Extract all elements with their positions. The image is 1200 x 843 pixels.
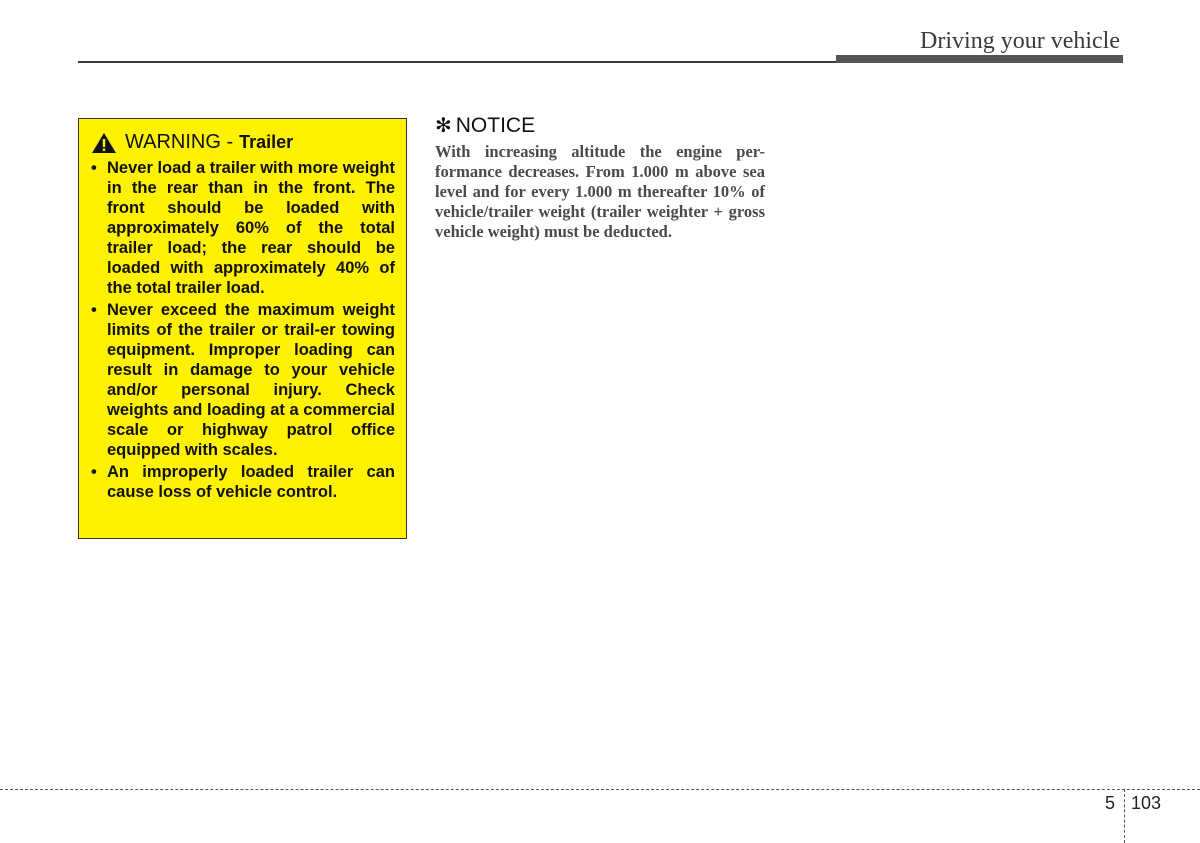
chapter-number: 5 (1105, 793, 1116, 813)
header-rule-accent (836, 55, 1123, 63)
header-rule (78, 61, 838, 63)
footer-divider (1124, 789, 1125, 843)
warning-item: • Never load a trailer with more weight in the rear than in the front. The front should be loaded with approximately 60% of the total trailer load; the rear should be loaded with approximately 40% of the total trailer load. (91, 158, 395, 298)
page-number: 103 (1131, 793, 1162, 813)
warning-item: • Never exceed the maximum weight limits of the trailer or trail-er towing equipment. Improper loading can result in damage to your vehicle and/or personal injury. Check weights and loading at a commercial scale or highway patrol office equipped with scales. (91, 300, 395, 460)
warning-subject: Trailer (239, 132, 294, 152)
warning-item: • An improperly loaded trailer can cause loss of vehicle control. (91, 462, 395, 502)
warning-label: WARNING - (125, 131, 234, 153)
warning-box (78, 118, 407, 539)
notice-body: With increasing altitude the engine per-formance decreases. From 1.000 m above sea level and for every 1.000 m thereafter 10% of vehicle/trailer weight (trailer weighter + gross vehicle weight) must be deducted. (435, 142, 765, 241)
notice-title: NOTICE (455, 113, 536, 137)
warning-heading (91, 131, 395, 154)
notice-section (435, 113, 765, 242)
header-title: Driving your vehicle (920, 28, 1120, 54)
footer-rule (0, 789, 1200, 790)
warning-list (91, 158, 395, 502)
warning-triangle-icon (91, 132, 117, 154)
notice-heading (435, 113, 765, 138)
asterisk-icon: ✻ (435, 115, 452, 137)
